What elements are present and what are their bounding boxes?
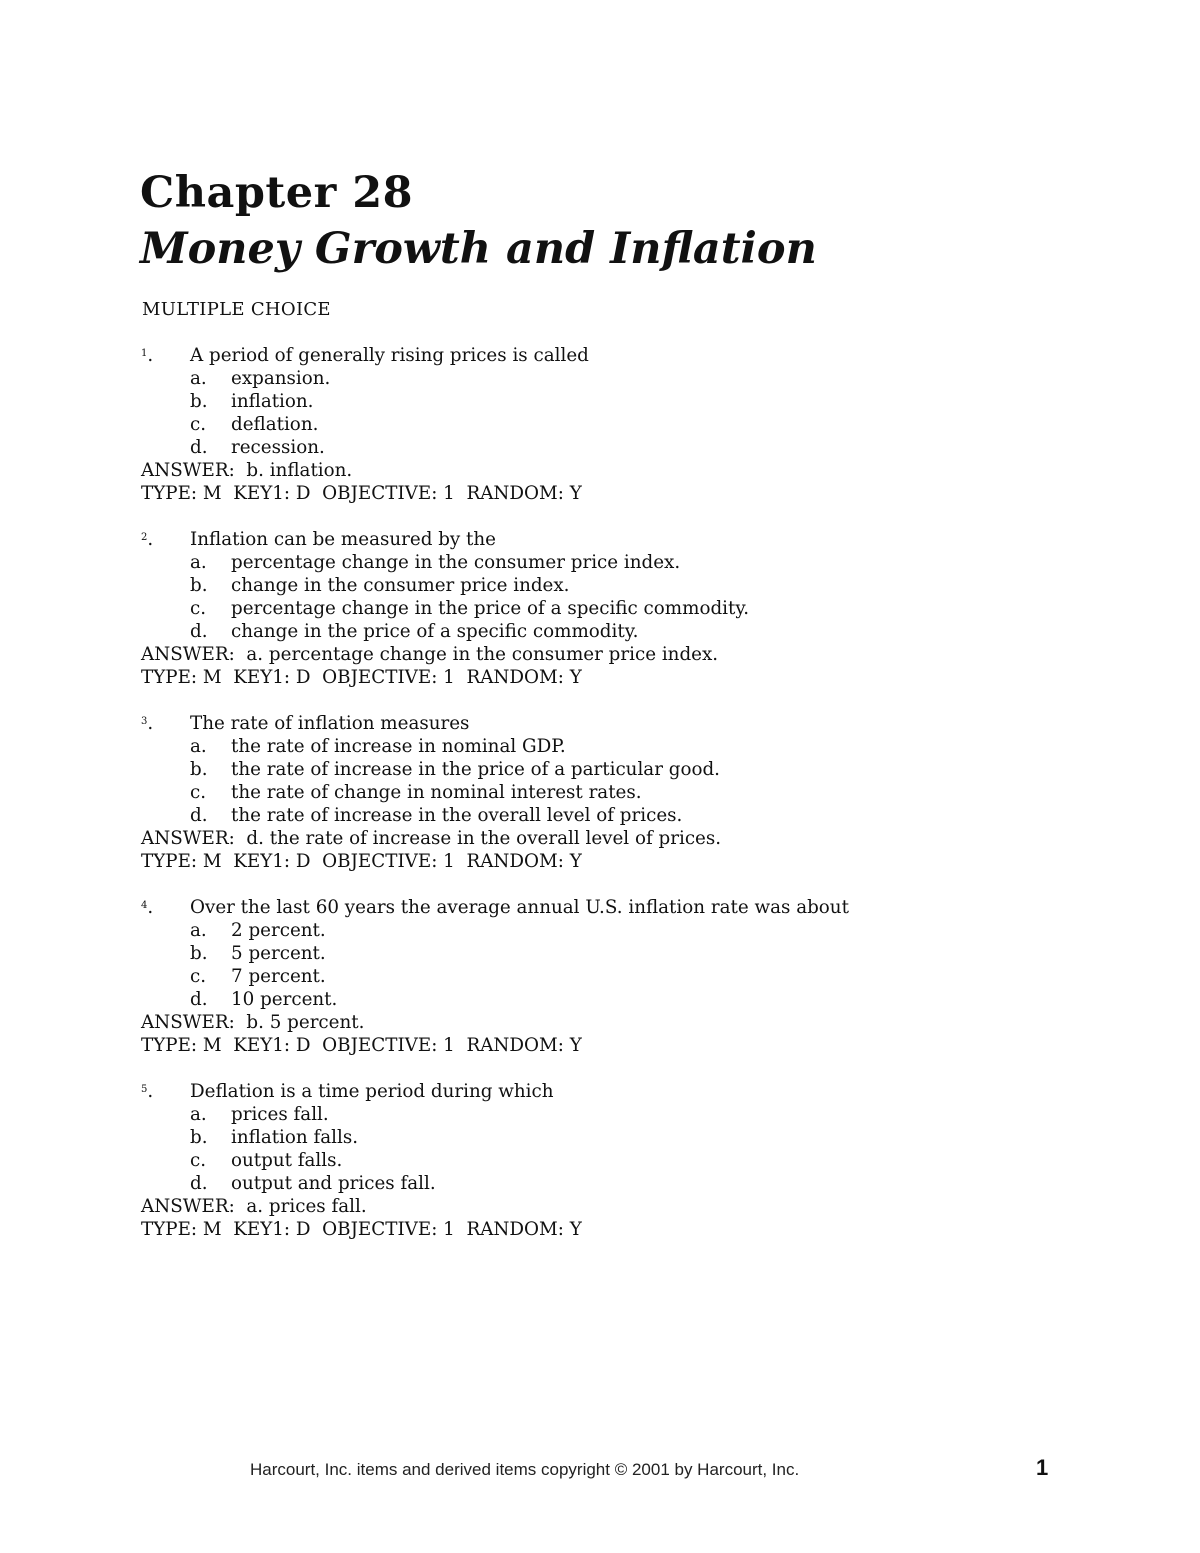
answer-option — [141, 1172, 1041, 1195]
option-letter: a. — [190, 1104, 207, 1125]
option-text: the rate of increase in the overall level of prices. — [231, 805, 683, 826]
answer-key: ANSWER: b. inflation. — [141, 460, 353, 481]
answer-key: ANSWER: d. the rate of increase in the overall level of prices. — [141, 828, 722, 849]
question-metadata: TYPE: M KEY1: D OBJECTIVE: 1 RANDOM: Y — [141, 667, 582, 688]
option-letter: b. — [190, 943, 208, 964]
question-number-value: 3 — [141, 716, 148, 727]
answer-key: ANSWER: a. prices fall. — [141, 1196, 367, 1217]
option-letter: c. — [190, 966, 207, 987]
answer-option — [141, 367, 1041, 390]
answer-option — [141, 1126, 1041, 1149]
question-number-value: 1 — [141, 348, 148, 359]
answer-option — [141, 1149, 1041, 1172]
option-text: 7 percent. — [231, 966, 326, 987]
answer-option — [141, 620, 1041, 643]
option-text: inflation falls. — [231, 1127, 359, 1148]
option-text: recession. — [231, 437, 325, 458]
option-text: percentage change in the consumer price index. — [231, 552, 681, 573]
option-letter: b. — [190, 759, 208, 780]
question-number: $^1$. — [141, 345, 154, 366]
question-stem-line — [141, 896, 1041, 919]
question-stem: The rate of inflation measures — [190, 713, 470, 734]
question-stem: Inflation can be measured by the — [190, 529, 496, 550]
question-item — [141, 528, 1041, 689]
option-letter: a. — [190, 368, 207, 389]
section-heading: MULTIPLE CHOICE — [142, 299, 331, 320]
option-text: the rate of change in nominal interest rates. — [231, 782, 642, 803]
option-text: the rate of increase in nominal GDP. — [231, 736, 566, 757]
option-text: inflation. — [231, 391, 314, 412]
question-metadata: TYPE: M KEY1: D OBJECTIVE: 1 RANDOM: Y — [141, 851, 582, 872]
option-letter: d. — [190, 1173, 208, 1194]
question-list — [141, 344, 1041, 1264]
option-letter: d. — [190, 621, 208, 642]
question-stem-line — [141, 712, 1041, 735]
option-letter: b. — [190, 575, 208, 596]
option-text: 2 percent. — [231, 920, 326, 941]
answer-option — [141, 804, 1041, 827]
chapter-subtitle: Money Growth and Inflation — [140, 224, 817, 274]
question-stem: A period of generally rising prices is called — [190, 345, 589, 366]
question-metadata: TYPE: M KEY1: D OBJECTIVE: 1 RANDOM: Y — [141, 1035, 582, 1056]
question-item — [141, 1080, 1041, 1241]
answer-option — [141, 413, 1041, 436]
answer-option — [141, 551, 1041, 574]
question-stem-line — [141, 344, 1041, 367]
option-text: prices fall. — [231, 1104, 329, 1125]
question-stem: Deflation is a time period during which — [190, 1081, 554, 1102]
question-metadata: TYPE: M KEY1: D OBJECTIVE: 1 RANDOM: Y — [141, 1219, 582, 1240]
answer-option — [141, 574, 1041, 597]
option-letter: a. — [190, 920, 207, 941]
option-letter: c. — [190, 782, 207, 803]
question-number: $^5$. — [141, 1081, 154, 1102]
question-stem: Over the last 60 years the average annual U.S. inflation rate was about — [190, 897, 849, 918]
option-letter: d. — [190, 437, 208, 458]
option-letter: d. — [190, 805, 208, 826]
question-item — [141, 712, 1041, 873]
option-letter: c. — [190, 414, 207, 435]
question-item — [141, 344, 1041, 505]
answer-option — [141, 988, 1041, 1011]
option-text: output and prices fall. — [231, 1173, 436, 1194]
question-number: $^3$. — [141, 713, 154, 734]
answer-option — [141, 1103, 1041, 1126]
option-text: change in the price of a specific commodity. — [231, 621, 639, 642]
option-text: the rate of increase in the price of a particular good. — [231, 759, 720, 780]
option-letter: d. — [190, 989, 208, 1010]
question-stem-line — [141, 1080, 1041, 1103]
option-text: deflation. — [231, 414, 319, 435]
question-number-value: 2 — [141, 532, 148, 543]
option-letter: a. — [190, 552, 207, 573]
chapter-title: Chapter 28 — [140, 168, 414, 218]
option-letter: c. — [190, 598, 207, 619]
question-metadata: TYPE: M KEY1: D OBJECTIVE: 1 RANDOM: Y — [141, 483, 582, 504]
answer-option — [141, 781, 1041, 804]
option-text: 10 percent. — [231, 989, 338, 1010]
answer-key: ANSWER: a. percentage change in the consumer price index. — [141, 644, 719, 665]
option-text: expansion. — [231, 368, 331, 389]
question-number-value: 4 — [141, 900, 148, 911]
question-number: $^2$. — [141, 529, 154, 550]
answer-option — [141, 436, 1041, 459]
answer-option — [141, 597, 1041, 620]
option-letter: b. — [190, 1127, 208, 1148]
option-text: output falls. — [231, 1150, 343, 1171]
answer-option — [141, 758, 1041, 781]
answer-option — [141, 735, 1041, 758]
option-text: 5 percent. — [231, 943, 326, 964]
question-number-value: 5 — [141, 1084, 148, 1095]
option-letter: b. — [190, 391, 208, 412]
footer-copyright: Harcourt, Inc. items and derived items copyright © 2001 by Harcourt, Inc. — [250, 1460, 800, 1479]
answer-option — [141, 942, 1041, 965]
question-item — [141, 896, 1041, 1057]
option-letter: c. — [190, 1150, 207, 1171]
option-text: change in the consumer price index. — [231, 575, 570, 596]
question-number: $^4$. — [141, 897, 154, 918]
option-text: percentage change in the price of a specific commodity. — [231, 598, 750, 619]
answer-option — [141, 919, 1041, 942]
page-number: 1 — [1036, 1455, 1049, 1480]
answer-key: ANSWER: b. 5 percent. — [141, 1012, 365, 1033]
question-stem-line — [141, 528, 1041, 551]
option-letter: a. — [190, 736, 207, 757]
answer-option — [141, 965, 1041, 988]
answer-option — [141, 390, 1041, 413]
